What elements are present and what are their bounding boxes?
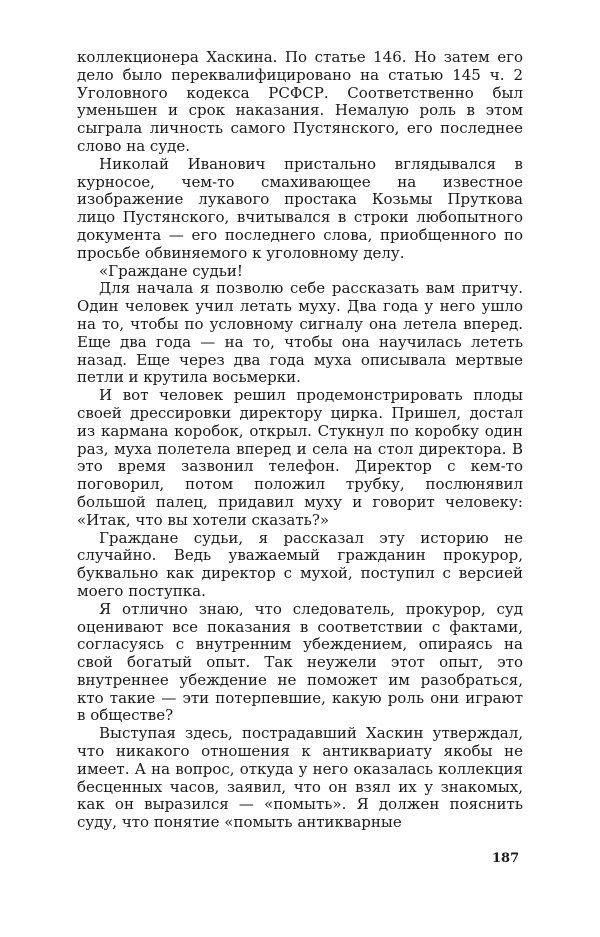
paragraph: «Граждане судьи! — [99, 261, 243, 280]
page-text-body — [77, 49, 523, 832]
paragraph: Выступая здесь, пострадавший Хаскин утверждал, что никакого отношения к антиквариату якобы не имеет. А на вопрос, откуда у него оказалась коллекция бесценных часов, заявил, что он взял их у знакомых, как он выразился — «помыть». Я должен пояснить суду, что понятие «помыть антикварные — [77, 724, 523, 832]
paragraph: Для начала я позволю себе рассказать вам притчу. Один человек учил летать муху. Два года у него ушло на то, чтобы по условному сигналу она летела вперед. Еще два года — на то, чтобы она научилась лететь назад. Еще через два года муха описывала мертвые петли и крутила восьмерки. — [77, 279, 523, 387]
page-number: 187 — [492, 851, 520, 866]
paragraph: Николай Иванович пристально вглядывался в курносое, чем-то смахивающее на известное изображение лукавого простака Козьмы Пруткова лицо Пустянского, вчитывался в строки любопытного документа — его последнего слова, приобщенного по просьбе обвиняемого к уголовному делу. — [77, 154, 523, 262]
paragraph: И вот человек решил продемонстрировать плоды своей дрессировки директору цирка. Пришел, достал из кармана коробок, открыл. Стукнул по коробку один раз, муха полетела вперед и села на стол директора. В это время зазвонил телефон. Директор с кем-то поговорил, потом положил трубку, послюнявил большой палец, придавил муху и говорит человеку: «Итак, что вы хотели сказать?» — [77, 386, 523, 529]
paragraph: Я отлично знаю, что следователь, прокурор, суд оценивают все показания в соответствии с фактами, согласуясь с внутренним убеждением, опираясь на свой богатый опыт. Так неужели этот опыт, это внутреннее убеждение не поможет им разобраться, кто такие — эти потерпевшие, какую роль они играют в обществе? — [77, 599, 523, 725]
paragraph-continuation: коллекционера Хаскина. По статье 146. Но затем его дело было переквалифицировано на статью 145 ч. 2 Уголовного кодекса РСФСР. Соответственно был уменьшен и срок наказания. Немалую роль в этом сыграла личность самого Пустянского, его последнее слово на суде. — [77, 48, 523, 155]
paragraph: Граждане судьи, я рассказал эту историю не случайно. Ведь уважаемый гражданин прокурор, буквально как директор с мухой, поступил с версией моего поступка. — [77, 528, 523, 600]
